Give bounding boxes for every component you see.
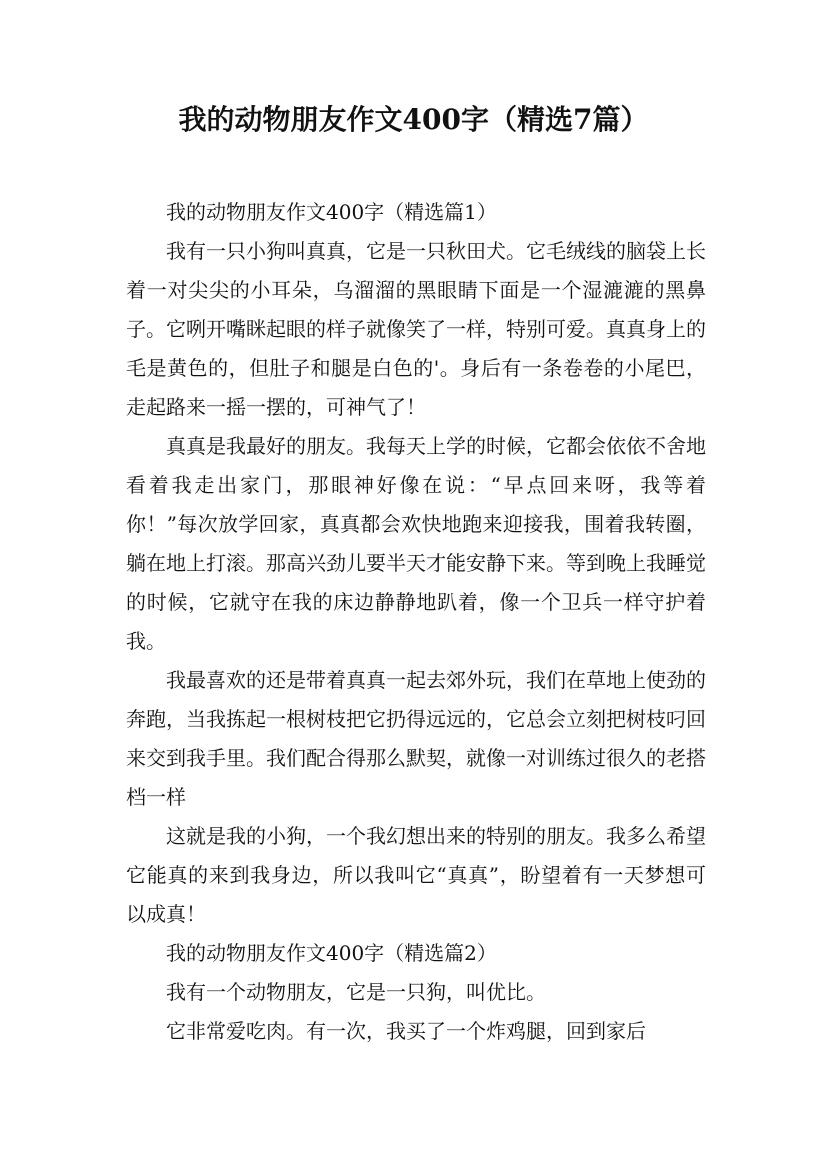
document-body bbox=[126, 193, 706, 1051]
document-title: 我的动物朋友作文400字（精选7篇） bbox=[178, 103, 649, 136]
paragraph: 我有一个动物朋友，它是一只狗，叫优比。 bbox=[166, 980, 546, 1004]
section-heading-2: 我的动物朋友作文400字（精选篇2） bbox=[166, 941, 497, 965]
paragraph: 真真是我最好的朋友。我每天上学的时候，它都会依依不舍地看着我走出家门，那眼神好像在说：“早点回来呀，我等着你！”每次放学回家，真真都会欢快地跑来迎接我，围着我转圈，躺在地上打滚。那高兴劲儿要半天才能安静下来。等到晚上我睡觉的时候，它就守在我的床边静静地趴着，像一个卫兵一样守护着我。 bbox=[126, 434, 706, 653]
section-heading-1: 我的动物朋友作文400字（精选篇1） bbox=[166, 200, 497, 224]
paragraph: 这就是我的小狗，一个我幻想出来的特别的朋友。我多么希望它能真的来到我身边，所以我叫它“真真”，盼望着有一天梦想可以成真！ bbox=[126, 824, 706, 926]
paragraph: 它非常爱吃肉。有一次，我买了一个炸鸡腿，回到家后 bbox=[166, 1019, 646, 1043]
paragraph: 我有一只小狗叫真真，它是一只秋田犬。它毛绒线的脑袋上长着一对尖尖的小耳朵，乌溜溜的黑眼睛下面是一个湿漉漉的黑鼻子。它咧开嘴眯起眼的样子就像笑了一样，特别可爱。真真身上的毛是黄色的，但肚子和腿是白色的'。身后有一条卷卷的小尾巴，走起路来一摇一摆的，可神气了！ bbox=[126, 239, 706, 419]
paragraph: 我最喜欢的还是带着真真一起去郊外玩，我们在草地上使劲的奔跑，当我拣起一根树枝把它扔得远远的，它总会立刻把树枝叼回来交到我手里。我们配合得那么默契，就像一对训练过很久的老搭档一样 bbox=[126, 668, 706, 809]
